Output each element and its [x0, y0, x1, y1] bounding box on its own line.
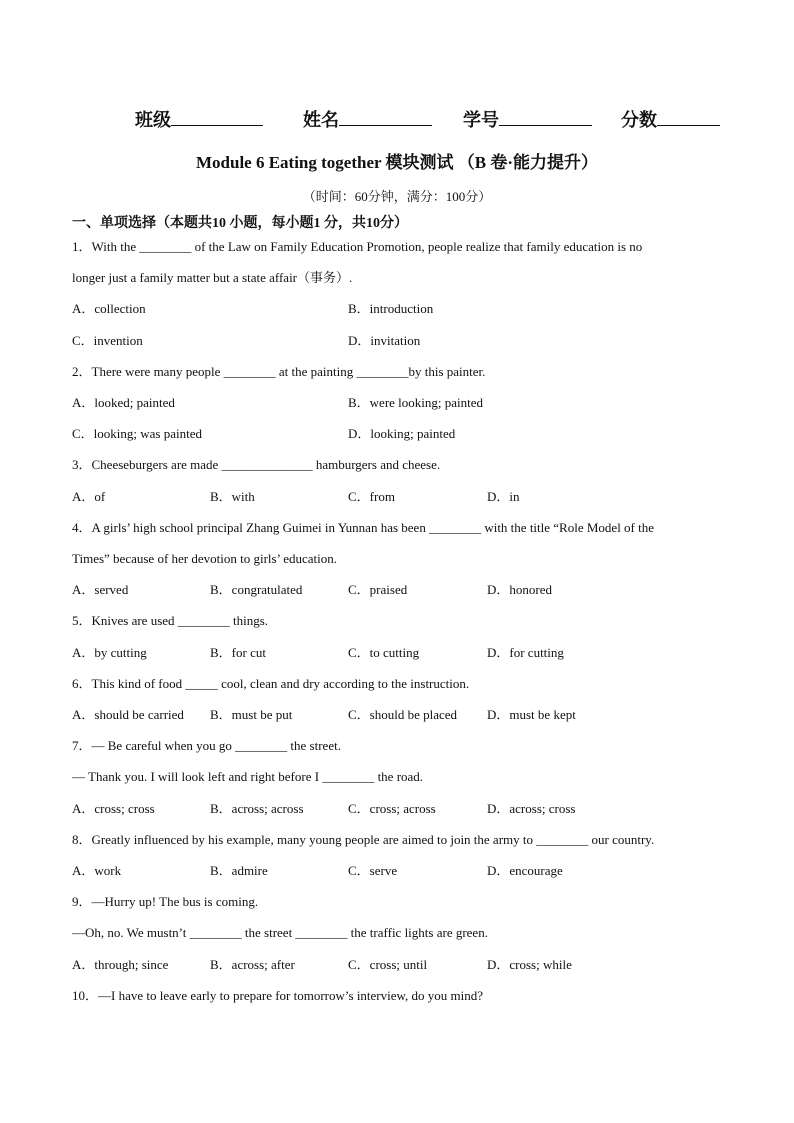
answer-option: D．invitation: [348, 333, 421, 348]
answer-option: C．to cutting: [348, 645, 420, 660]
answer-option: D．looking; painted: [348, 426, 456, 441]
answer-option: A．should be carried: [72, 707, 184, 722]
answer-option: D．in: [487, 489, 520, 504]
question-text-line: 7．— Be careful when you go ________ the street.: [72, 738, 341, 753]
question-text-line: 9．—Hurry up! The bus is coming.: [72, 894, 259, 909]
answer-option: B．across; across: [210, 801, 304, 816]
name-blank: [339, 107, 432, 126]
question-text-line: 4．A girls’ high school principal Zhang Guimei in Yunnan has been ________ with the title “Role Model of the: [72, 520, 655, 535]
answer-option: B．admire: [210, 863, 268, 878]
class-field: [135, 106, 263, 132]
question-text-line: Times” because of her devotion to girls’ education.: [72, 551, 337, 566]
score-blank: [657, 107, 720, 126]
answer-option: C．cross; across: [348, 801, 436, 816]
answer-option: A．by cutting: [72, 645, 147, 660]
question-text-line: 10．—I have to leave early to prepare for tomorrow’s interview, do you mind?: [72, 988, 484, 1003]
answer-option: B．were looking; painted: [348, 395, 484, 410]
answer-option: D．must be kept: [487, 707, 576, 722]
answer-option: D．for cutting: [487, 645, 564, 660]
student-info-header: [0, 106, 794, 132]
question-text-line: longer just a family matter but a state affair（事务）.: [72, 270, 353, 285]
answer-option: A．work: [72, 863, 122, 878]
class-label: 班级: [135, 110, 171, 130]
answer-option: C．invention: [72, 333, 143, 348]
class-blank: [171, 107, 263, 126]
answer-option: D．honored: [487, 582, 552, 597]
answer-option: B．must be put: [210, 707, 293, 722]
score-label: 分数: [621, 110, 657, 130]
page-title: Module 6 Eating together 模块测试 （B 卷·能力提升）: [195, 153, 598, 172]
answer-option: C．from: [348, 489, 395, 504]
answer-option: A．of: [72, 489, 106, 504]
score-field: [621, 106, 720, 132]
question-text-line: —Oh, no. We mustn’t ________ the street ________ the traffic lights are green.: [72, 925, 488, 940]
question-text-line: 6．This kind of food _____ cool, clean and dry according to the instruction.: [72, 676, 470, 691]
answer-option: C．should be placed: [348, 707, 458, 722]
question-text-line: 8．Greatly influenced by his example, many young people are aimed to join the army to ________ our country.: [72, 832, 655, 847]
section-heading: 一、单项选择（本题共10 小题，每小题1 分，共10分）: [72, 216, 408, 231]
student-id-label: 学号: [463, 110, 499, 130]
answer-option: B．for cut: [210, 645, 266, 660]
question-text-line: 1．With the ________ of the Law on Family Education Promotion, people realize that family education is no: [72, 239, 643, 254]
answer-option: B．congratulated: [210, 582, 303, 597]
answer-option: B．with: [210, 489, 255, 504]
answer-option: C．serve: [348, 863, 398, 878]
answer-option: B．across; after: [210, 957, 295, 972]
answer-option: D．encourage: [487, 863, 563, 878]
student-id-blank: [499, 107, 592, 126]
name-label: 姓名: [303, 110, 339, 130]
answer-option: D．across; cross: [487, 801, 576, 816]
answer-option: A．looked; painted: [72, 395, 175, 410]
question-text-line: 5．Knives are used ________ things.: [72, 613, 269, 628]
question-text-line: — Thank you. I will look left and right before I ________ the road.: [72, 769, 424, 784]
answer-option: B．introduction: [348, 301, 434, 316]
answer-option: A．collection: [72, 301, 146, 316]
exam-info: （时间：60分钟，满分：100分）: [302, 189, 492, 204]
answer-option: C．looking; was painted: [72, 426, 202, 441]
question-text-line: 3．Cheeseburgers are made ______________ hamburgers and cheese.: [72, 457, 441, 472]
answer-option: D．cross; while: [487, 957, 572, 972]
name-field: [303, 106, 432, 132]
answer-option: C．praised: [348, 582, 408, 597]
student-id-field: [463, 106, 592, 132]
answer-option: C．cross; until: [348, 957, 428, 972]
answer-option: A．cross; cross: [72, 801, 155, 816]
question-text-line: 2．There were many people ________ at the painting ________by this painter.: [72, 364, 486, 379]
answer-option: A．served: [72, 582, 129, 597]
answer-option: A．through; since: [72, 957, 169, 972]
